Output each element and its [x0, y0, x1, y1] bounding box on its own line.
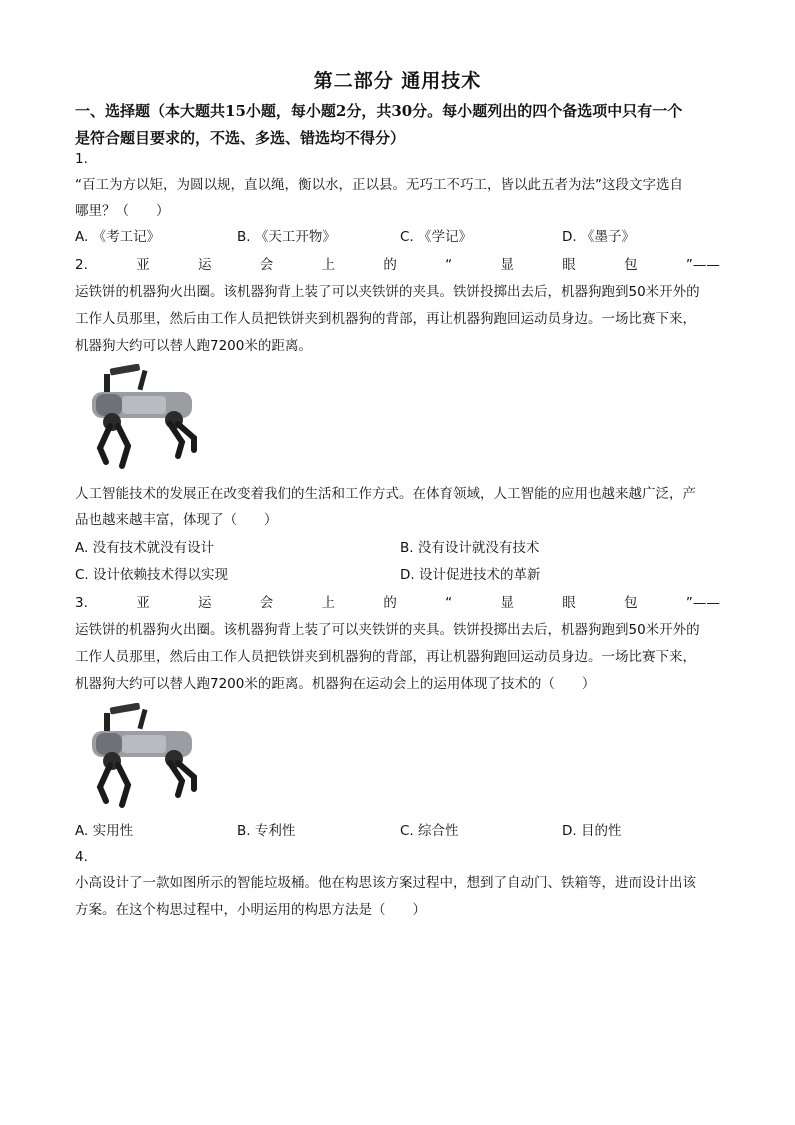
spread-char: 包 — [624, 257, 638, 273]
question-text: 工作人员那里，然后由工作人员把铁饼夹到机器狗的背部，再让机器狗跑回运动员身边。一场比赛下来， — [75, 649, 696, 665]
question-text: 运铁饼的机器狗火出圈。该机器狗背上装了可以夹铁饼的夹具。铁饼投掷出去后，机器狗跑到50米开外的 — [75, 622, 700, 638]
option-c: C. 综合性 — [400, 823, 459, 839]
option-a: A. 没有技术就没有设计 — [75, 540, 215, 556]
spread-char: “ — [445, 595, 453, 611]
spread-char: 会 — [259, 595, 274, 611]
spread-char: ”—— — [685, 257, 720, 273]
spread-char: 上 — [321, 595, 336, 611]
section-heading-line: 一、选择题（本大题共15小题，每小题2分，共30分。每小题列出的四个备选项中只有一个 — [75, 102, 683, 120]
option-b: B. 专利性 — [237, 823, 296, 839]
spread-char: 显 — [500, 595, 514, 611]
question-justified-line — [75, 590, 720, 616]
section-heading — [75, 98, 725, 152]
question-number: 4. — [75, 849, 88, 865]
robot-dog-image — [82, 703, 202, 813]
question-stem: 人工智能技术的发展正在改变着我们的生活和工作方式。在体育领域，人工智能的应用也越来越广泛，产 — [75, 486, 696, 502]
robot-dog-image — [82, 364, 202, 474]
spread-char: 运 — [197, 257, 212, 273]
question-text: 工作人员那里，然后由工作人员把铁饼夹到机器狗的背部，再让机器狗跑回运动员身边。一场比赛下来， — [75, 311, 696, 327]
question-number: 1. — [75, 151, 88, 167]
question-text: 机器狗大约可以替人跑7200米的距离。机器狗在运动会上的运用体现了技术的（ ） — [75, 676, 596, 692]
spread-char: 亚 — [136, 257, 150, 273]
spread-char: “ — [445, 257, 453, 273]
option-d: D. 目的性 — [562, 823, 622, 839]
question-number: 3. — [75, 595, 88, 611]
option-a: A. 《考工记》 — [75, 229, 161, 245]
question-text: 机器狗大约可以替人跑7200米的距离。 — [75, 338, 312, 354]
spread-char: 显 — [500, 257, 514, 273]
question-stem: 品也越来越丰富，体现了（ ） — [75, 512, 278, 528]
option-c: C. 设计依赖技术得以实现 — [75, 567, 229, 583]
spread-char: 眼 — [562, 257, 576, 273]
question-text: 小高设计了一款如图所示的智能垃圾桶。他在构思该方案过程中，想到了自动门、铁箱等，进而设计出该 — [75, 875, 696, 891]
spread-char: 会 — [259, 257, 274, 273]
spread-char: 运 — [197, 595, 212, 611]
option-b: B. 没有设计就没有技术 — [400, 540, 540, 556]
option-b: B. 《天工开物》 — [237, 229, 336, 245]
question-text: 运铁饼的机器狗火出圈。该机器狗背上装了可以夹铁饼的夹具。铁饼投掷出去后，机器狗跑到50米开外的 — [75, 284, 700, 300]
section-heading-line: 是符合题目要求的，不选、多选、错选均不得分） — [75, 129, 406, 147]
question-text: “百工为方以矩，为圆以规，直以绳，衡以水，正以县。无巧工不巧工，皆以此五者为法”这段文字选自 — [75, 177, 683, 193]
spread-char: 上 — [321, 257, 336, 273]
question-justified-line — [75, 252, 720, 278]
option-d: D. 设计促进技术的革新 — [400, 567, 541, 583]
question-number: 2. — [75, 257, 88, 273]
spread-char: 眼 — [562, 595, 576, 611]
spread-char: ”—— — [685, 595, 720, 611]
option-a: A. 实用性 — [75, 823, 134, 839]
spread-char: 亚 — [136, 595, 150, 611]
page-title: 第二部分 通用技术 — [313, 70, 482, 92]
option-d: D. 《墨子》 — [562, 229, 635, 245]
question-text: 哪里？（ ） — [75, 203, 170, 219]
spread-char: 包 — [624, 595, 638, 611]
question-text: 方案。在这个构思过程中，小明运用的构思方法是（ ） — [75, 902, 426, 918]
option-c: C. 《学记》 — [400, 229, 473, 245]
spread-char: 的 — [383, 595, 397, 611]
spread-char: 的 — [383, 257, 397, 273]
